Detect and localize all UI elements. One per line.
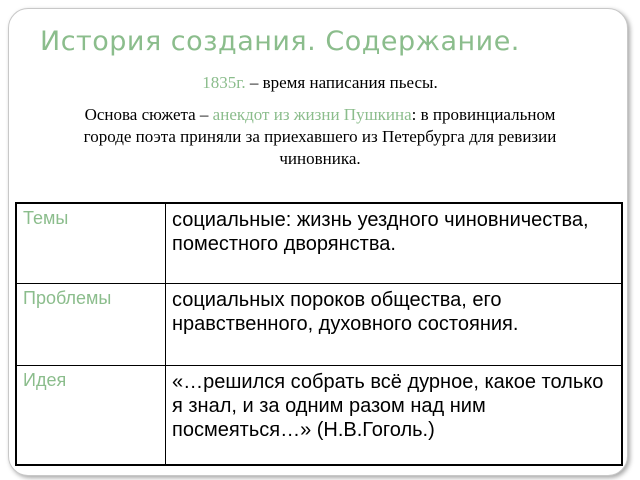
content-table (15, 202, 623, 466)
row-label-problems: Проблемы (16, 283, 166, 365)
year-highlight: 1835г. (202, 73, 246, 92)
date-line (0, 73, 640, 93)
row-label-themes: Темы (16, 203, 166, 283)
table-row (16, 203, 622, 283)
row-label-idea: Идея (16, 365, 166, 465)
year-description: – время написания пьесы. (245, 73, 438, 92)
row-value-idea: «…решился собрать всё дурное, какое только я знал, и за одним разом над ним посмеяться…» (Н.В.Гоголь.) (166, 365, 623, 465)
row-value-themes: социальные: жизнь уездного чиновничества, поместного дворянства. (166, 203, 623, 283)
plot-paragraph (60, 104, 580, 170)
table-row (16, 283, 622, 365)
plot-rest: : в провинциальном городе поэта приняли за приехавшего из Петербурга для ревизии чиновника. (83, 105, 557, 168)
slide-title: История создания. Содержание. (40, 26, 520, 57)
plot-highlight: анекдот из жизни Пушкина (212, 105, 412, 124)
row-value-problems: социальных пороков общества, его нравственного, духовного состояния. (166, 283, 623, 365)
plot-prefix: Основа сюжета – (84, 105, 213, 124)
table-row (16, 365, 622, 465)
